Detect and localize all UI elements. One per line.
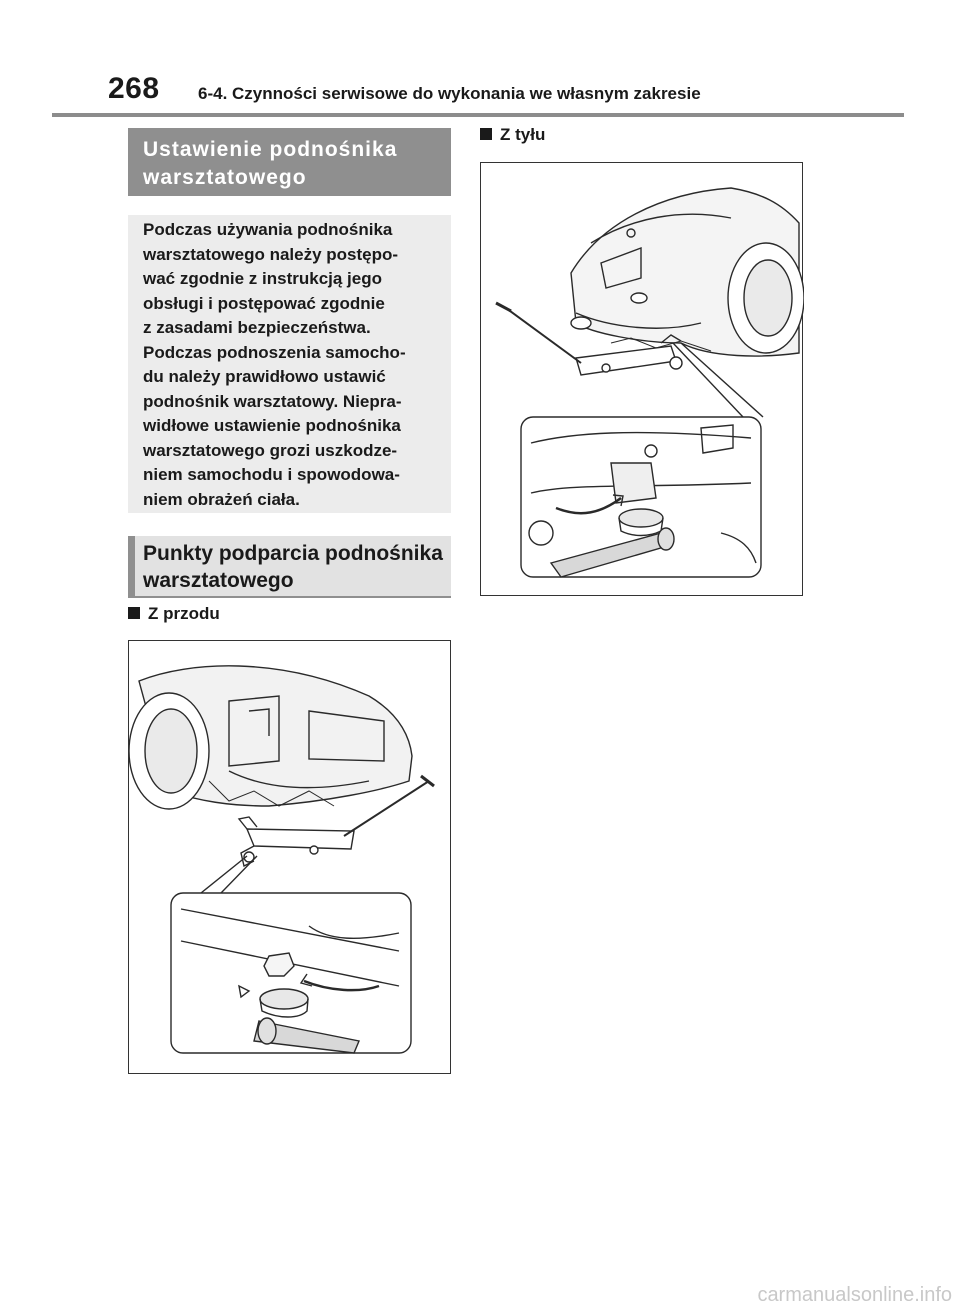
- watermark: carmanualsonline.info: [757, 1284, 952, 1306]
- header-divider: [52, 113, 904, 117]
- front-label-text: Z przodu: [148, 604, 220, 623]
- page-number: 268: [108, 72, 160, 105]
- rear-jack-illustration: [480, 162, 803, 596]
- jacking-points-heading: Punkty podparcia podnośnika warsztatowego: [128, 536, 451, 598]
- section-heading: Ustawienie podnośnika warsztatowego: [128, 128, 451, 196]
- front-label: [128, 604, 220, 624]
- instructions-text: Podczas używania podnośnika warsztatowego należy postępo- wać zgodnie z instrukcją jego obsługi i postępować zgodnie z zasadami bezpieczeństwa. Podczas podnoszenia samocho- du należy prawidłowo ustawić podnośnik warsztatowy. Niepra- widłowe ustawienie podnośnika warsztatowego grozi uszkodze- niem samochodu i spowodowa- niem obrażeń ciała.: [128, 215, 451, 513]
- section-title: 6-4. Czynności serwisowe do wykonania we własnym zakresie: [198, 84, 701, 103]
- rear-label-text: Z tyłu: [500, 125, 546, 144]
- bullet-square-icon: [480, 128, 492, 140]
- front-jack-illustration: [128, 640, 451, 1074]
- rear-label: [480, 125, 545, 145]
- bullet-square-icon: [128, 607, 140, 619]
